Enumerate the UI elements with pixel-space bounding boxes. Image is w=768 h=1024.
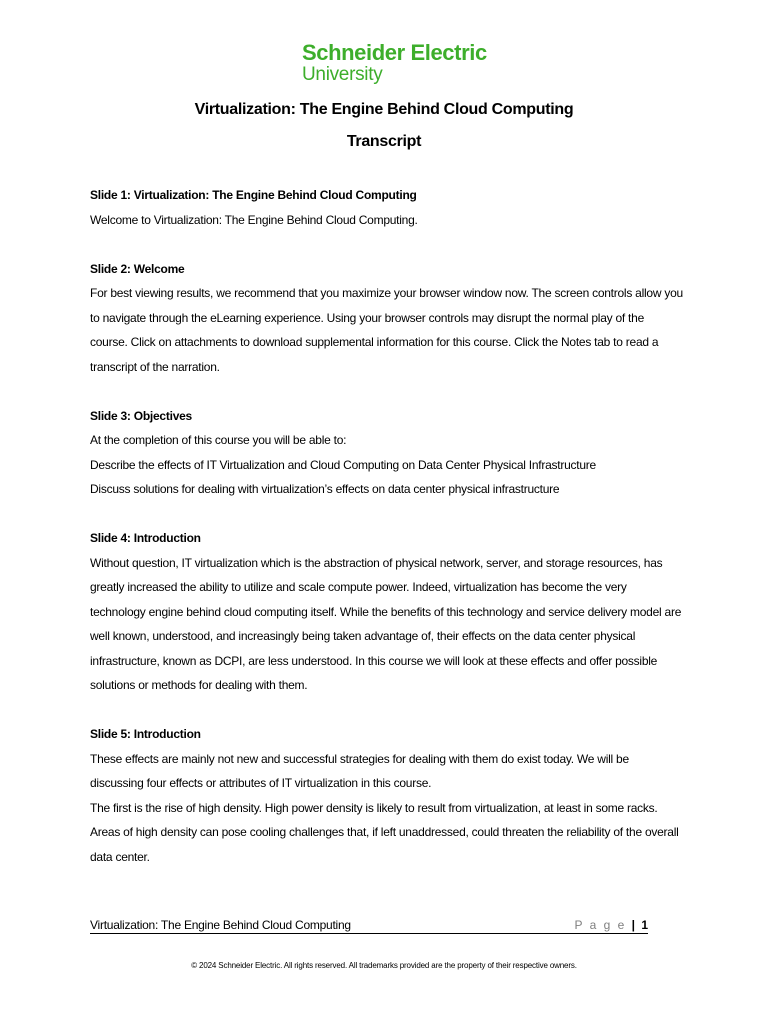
page-number: 1 <box>641 918 648 932</box>
page-indicator <box>574 918 648 932</box>
section-text-line: Welcome to Virtualization: The Engine Behind Cloud Computing. <box>90 212 418 227</box>
logo-text-university: University <box>302 64 383 85</box>
transcript-section <box>90 722 690 869</box>
section-text-line: greatly increased the ability to utilize and scale compute power. Indeed, virtualization has become the very <box>90 580 627 594</box>
page-label: P a g e <box>574 918 627 932</box>
section-text-line: Areas of high density can pose cooling challenges that, if left unaddressed, could threaten the reliability of the overall <box>90 825 679 839</box>
transcript-section <box>90 526 690 698</box>
footer-document-title: Virtualization: The Engine Behind Cloud Computing <box>90 918 351 932</box>
section-heading: Slide 4: Introduction <box>90 531 201 545</box>
section-heading: Slide 3: Objectives <box>90 408 192 423</box>
section-text-line: Without question, IT virtualization which is the abstraction of physical network, server, and storage resources, has <box>90 555 663 570</box>
schneider-electric-university-logo <box>302 42 487 84</box>
transcript-section <box>90 257 690 380</box>
section-text-line: technology engine behind cloud computing itself. While the benefits of this technology and service delivery model are <box>90 604 682 619</box>
page-footer <box>90 918 648 934</box>
copyright-notice: © 2024 Schneider Electric. All rights reserved. All trademarks provided are the property of their respective owners. <box>191 961 577 970</box>
section-heading: Slide 1: Virtualization: The Engine Behind Cloud Computing <box>90 188 417 202</box>
section-heading: Slide 2: Welcome <box>90 261 185 276</box>
transcript-section <box>90 404 690 502</box>
section-text-line: Discuss solutions for dealing with virtualization’s effects on data center physical infrastructure <box>90 482 560 496</box>
section-text-line: infrastructure, known as DCPI, are less understood. In this course we will look at these effects and offer possible <box>90 653 658 668</box>
section-text-line: These effects are mainly not new and successful strategies for dealing with them do exist today. We will be <box>90 751 629 766</box>
transcript-section <box>90 183 690 232</box>
section-text-line: to navigate through the eLearning experience. Using your browser controls may disrupt the normal play of the <box>90 310 644 325</box>
document-title: Virtualization: The Engine Behind Cloud Computing <box>194 101 574 118</box>
section-heading: Slide 5: Introduction <box>90 727 201 741</box>
section-text-line: For best viewing results, we recommend that you maximize your browser window now. The screen controls allow you <box>90 286 683 300</box>
section-text-line: The first is the rise of high density. High power density is likely to result from virtualization, at least in some racks. <box>90 800 658 815</box>
document-subtitle: Transcript <box>346 133 422 150</box>
section-text-line: transcript of the narration. <box>90 359 220 374</box>
section-text-line: At the completion of this course you will be able to: <box>90 433 347 447</box>
section-text-line: solutions or methods for dealing with them. <box>90 678 308 692</box>
section-text-line: Describe the effects of IT Virtualization and Cloud Computing on Data Center Physical Infrastructure <box>90 457 596 472</box>
section-text-line: data center. <box>90 849 150 864</box>
transcript-body <box>90 183 690 894</box>
section-text-line: discussing four effects or attributes of IT virtualization in this course. <box>90 776 432 790</box>
logo-text-brand: Schneider Electric <box>302 40 487 65</box>
page-separator: | <box>631 918 635 932</box>
section-text-line: course. Click on attachments to download supplemental information for this course. Click the Notes tab to read a <box>90 335 659 349</box>
section-text-line: well known, understood, and increasingly being taken advantage of, their effects on the data center physical <box>90 629 636 643</box>
